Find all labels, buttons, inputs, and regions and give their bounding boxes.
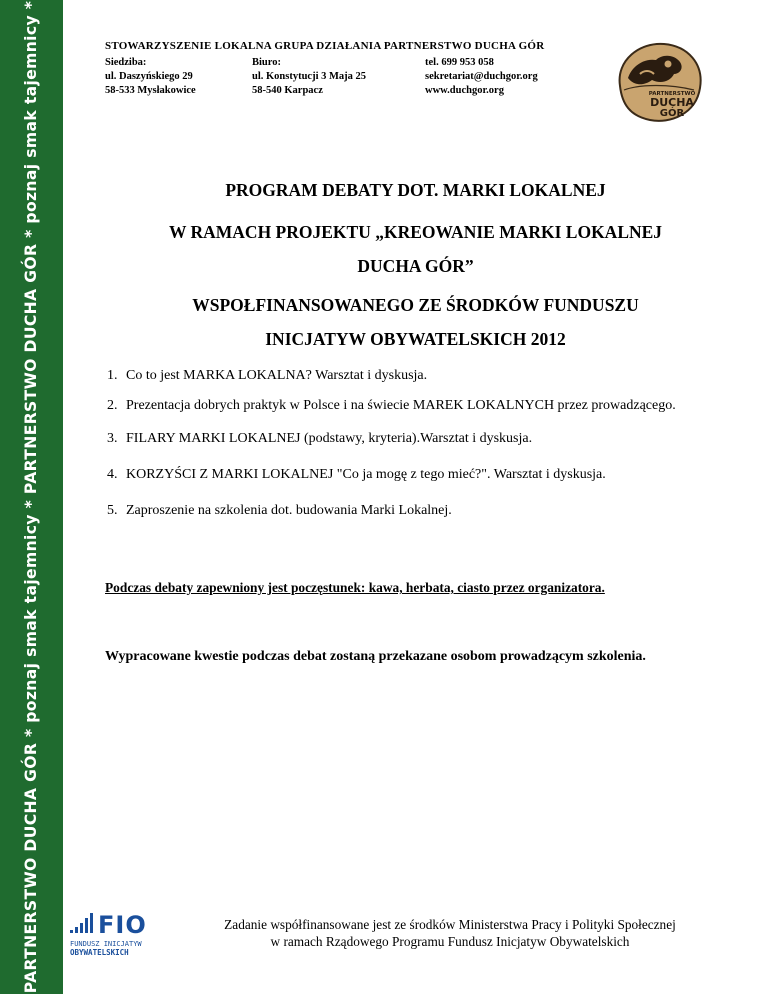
logo-text-line2: DUCHA	[650, 96, 694, 109]
seat-label: Siedziba:	[105, 57, 147, 68]
office-city: 58-540 Karpacz	[252, 85, 323, 96]
office-address	[252, 56, 366, 98]
agenda-item	[107, 366, 700, 386]
title-line-2: W RAMACH PROJEKTU „KREOWANIE MARKI LOKALNEJ	[168, 222, 663, 242]
contact-email[interactable]: sekretariat@duchgor.org	[425, 71, 538, 82]
agenda-item-text: Zaproszenie na szkolenia dot. budowania Marki Lokalnej.	[126, 503, 452, 518]
refreshments-notice: Podczas debaty zapewniony jest poczęstunek: kawa, herbata, ciasto przez organizatora.	[105, 580, 605, 595]
agenda-item-number: 2.	[107, 398, 118, 413]
contact-phone: tel. 699 953 058	[425, 57, 494, 68]
agenda-item-text: KORZYŚCI Z MARKI LOKALNEJ "Co ja mogę z tego mieć?". Warsztat i dyskusja.	[126, 467, 606, 482]
agenda-list	[107, 366, 700, 521]
logo-text-line3: GÓR	[659, 108, 685, 119]
seat-street: ul. Daszyńskiego 29	[105, 71, 193, 82]
agenda-item-number: 1.	[107, 368, 118, 383]
agenda-item	[107, 501, 700, 521]
agenda-item	[107, 429, 700, 449]
office-label: Biuro:	[252, 57, 281, 68]
fio-logo-icon	[68, 906, 173, 958]
agenda-item-number: 5.	[107, 503, 118, 518]
seat-city: 58-533 Mysłakowice	[105, 85, 196, 96]
office-street: ul. Konstytucji 3 Maja 25	[252, 71, 367, 82]
footer-line-2: w ramach Rządowego Programu Fundusz Inicjatyw Obywatelskich	[270, 934, 630, 949]
side-banner	[0, 0, 63, 994]
partnerstwo-ducha-gor-logo-icon	[610, 38, 706, 126]
contact-info	[425, 56, 538, 98]
agenda-item-number: 4.	[107, 467, 118, 482]
organization-name: STOWARZYSZENIE LOKALNA GRUPA DZIAŁANIA PARTNERSTWO DUCHA GÓR	[105, 40, 545, 52]
footer-line-1: Zadanie współfinansowane jest ze środków Ministerstwa Pracy i Polityki Społecznej	[224, 917, 676, 932]
fio-logo-line2: OBYWATELSKICH	[70, 948, 129, 957]
logo-text-line1: PARTNERSTWO	[648, 91, 696, 97]
title-line-5: INICJATYW OBYWATELSKICH 2012	[265, 329, 566, 349]
contact-website[interactable]: www.duchgor.org	[425, 85, 504, 96]
fio-logo-line1: FUNDUSZ INICJATYW	[70, 940, 142, 948]
title-line-1: PROGRAM DEBATY DOT. MARKI LOKALNEJ	[225, 180, 606, 200]
footer-funding-note	[176, 916, 724, 950]
agenda-item-text: Prezentacja dobrych praktyk w Polsce i na świecie MAREK LOKALNYCH przez prowadzącego.	[126, 398, 676, 413]
seat-address	[105, 56, 196, 98]
title-line-4: WSPOŁFINANSOWANEGO ZE ŚRODKÓW FUNDUSZU	[192, 295, 639, 315]
title-line-3: DUCHA GÓR”	[357, 256, 474, 276]
agenda-item	[107, 392, 700, 420]
conclusion-paragraph: Wypracowane kwestie podczas debat zostaną przekazane osobom prowadzącym szkolenia.	[105, 649, 646, 664]
agenda-item-text: Co to jest MARKA LOKALNA? Warsztat i dyskusja.	[126, 368, 428, 383]
side-banner-text: PARTNERSTWO DUCHA GÓR * poznaj smak tajemnicy * PARTNERSTWO DUCHA GÓR * poznaj smak tajemnicy *	[22, 0, 40, 994]
agenda-item	[107, 465, 700, 485]
fio-brand-text: FIO	[98, 911, 147, 939]
agenda-item-number: 3.	[107, 431, 118, 446]
agenda-item-text: FILARY MARKI LOKALNEJ (podstawy, kryteria).Warsztat i dyskusja.	[126, 431, 533, 446]
